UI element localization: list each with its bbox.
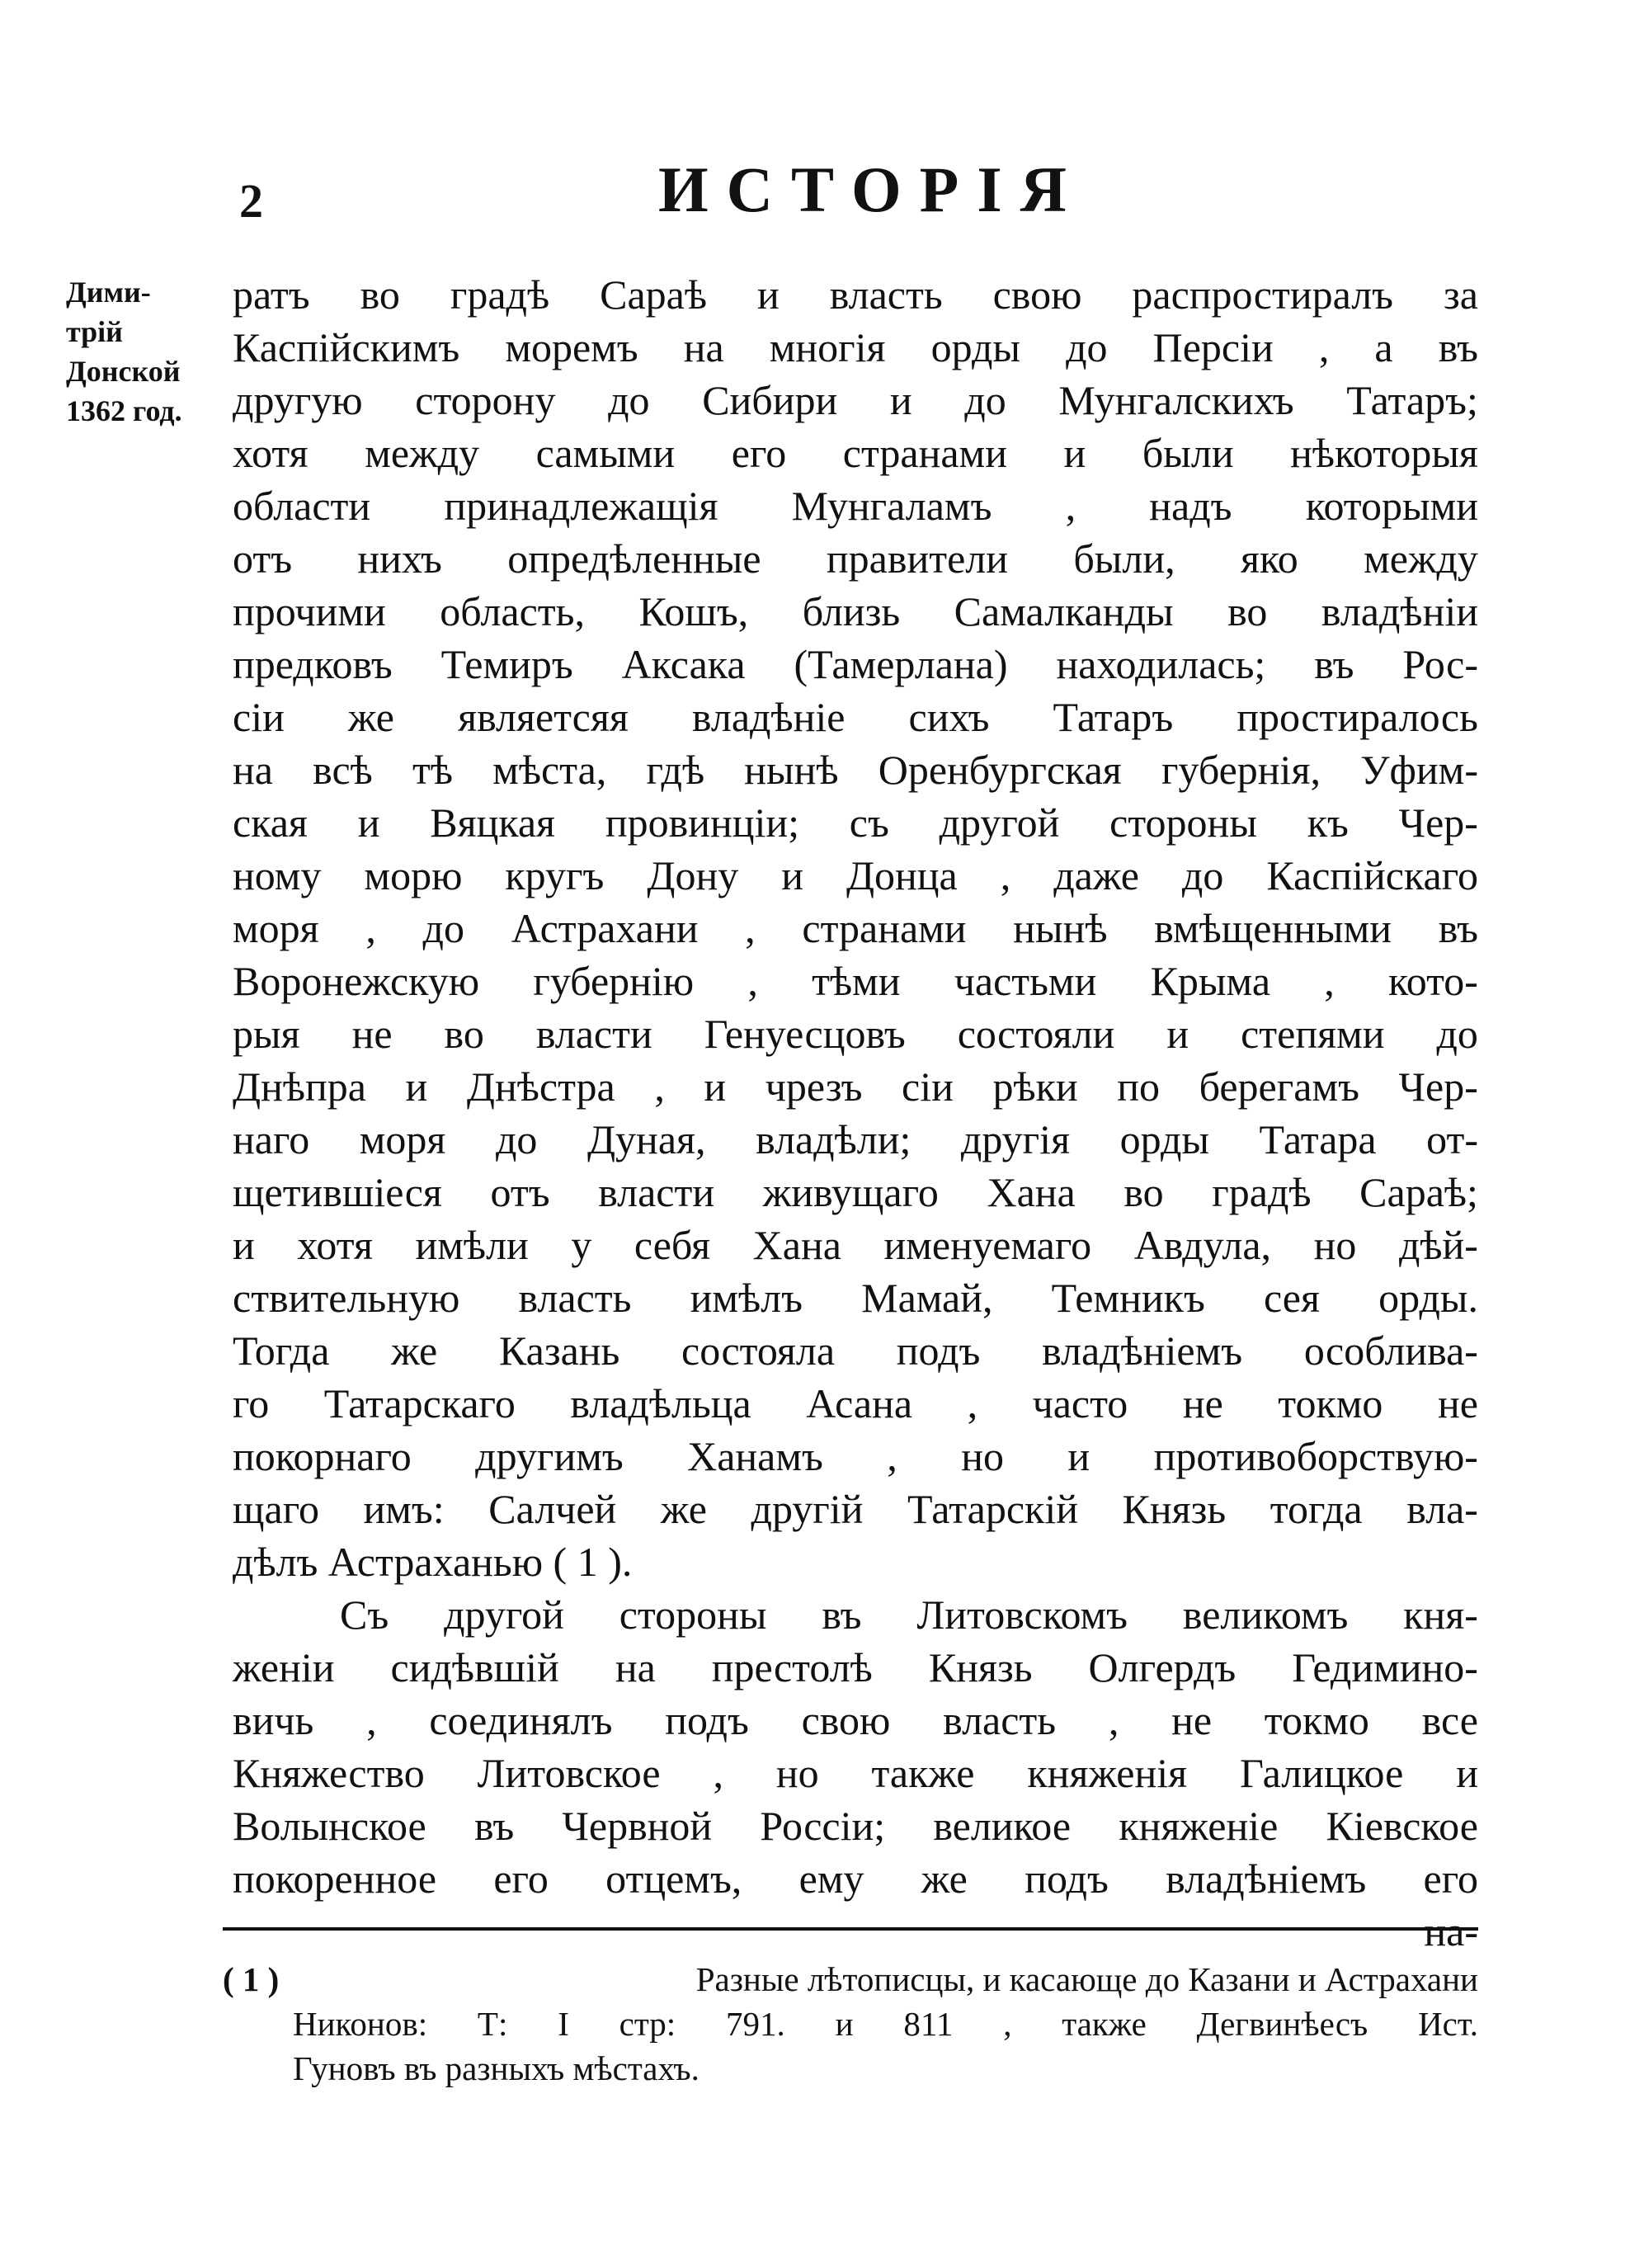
footnote-text: Разные лѣтописцы, и касающе до Казани и Астрахани xyxy=(695,1960,1478,1998)
text-line: сіи же являетсяя владѣніе сихъ Татаръ простиралось xyxy=(233,694,1478,740)
footnote xyxy=(223,1957,1478,2091)
text-line: на всѣ тѣ мѣста, гдѣ нынѣ Оренбургская губернія, Уфим- xyxy=(233,747,1478,793)
margin-note xyxy=(66,272,231,431)
text-line: женіи сидѣвшій на престолѣ Князь Олгердъ Гедимино- xyxy=(233,1644,1478,1690)
text-line: Княжество Литовское , но также княженія Галицкое и xyxy=(233,1750,1478,1796)
paragraph-2 xyxy=(233,1588,1478,1958)
margin-note-line: Донской xyxy=(66,355,181,388)
footnote-divider xyxy=(223,1927,1478,1931)
text-line: ствительную власть имѣлъ Мамай, Темникъ сея орды. xyxy=(233,1275,1478,1321)
text-line: рыя не во власти Генуесцовъ состояли и степями до xyxy=(233,1011,1478,1057)
text-line: Воронежскую губернію , тѣми частьми Крыма , кото- xyxy=(233,958,1478,1004)
page-number: 2 xyxy=(239,174,263,228)
text-line: покорнаго другимъ Ханамъ , но и противоборствую- xyxy=(233,1433,1478,1479)
text-line: Волынское въ Червной Россіи; великое княженіе Кіевское xyxy=(233,1803,1478,1849)
footnote-line: Гуновъ въ разныхъ мѣстахъ. xyxy=(293,2049,700,2087)
text-line: области принадлежащія Мунгаламъ , надъ которыми xyxy=(233,483,1478,529)
text-line: го Татарскаго владѣльца Асана , часто не токмо не xyxy=(233,1380,1478,1426)
footnote-marker: ( 1 ) xyxy=(223,1960,280,1998)
text-line: отъ нихъ опредѣленные правители были, яко между xyxy=(233,535,1478,582)
footnote-line xyxy=(223,1957,1478,2002)
paragraph-1 xyxy=(233,268,1478,1588)
text-line: Днѣпра и Днѣстра , и чрезъ сіи рѣки по берегамъ Чер- xyxy=(233,1063,1478,1110)
text-line: ратъ во градѣ Сараѣ и власть свою распростиралъ за xyxy=(233,271,1478,318)
text-line: наго моря до Дуная, владѣли; другія орды Татара от- xyxy=(233,1116,1478,1162)
text-line: Каспійскимъ моремъ на многія орды до Персіи , а въ xyxy=(233,324,1478,370)
text-line: хотя между самыми его странами и были нѣкоторыя xyxy=(233,430,1478,476)
text-line: щаго имъ: Салчей же другій Татарскій Князь тогда вла- xyxy=(233,1486,1478,1532)
text-line: Тогда же Казань состояла подъ владѣніемъ особлива- xyxy=(233,1327,1478,1374)
text-line: дѣлъ Астраханью ( 1 ). xyxy=(233,1539,633,1585)
body-text xyxy=(233,268,1478,1958)
text-line: вичь , соединялъ подъ свою власть , не токмо все xyxy=(233,1697,1478,1743)
text-line: ному морю кругъ Дону и Донца , даже до Каспійскаго xyxy=(233,852,1478,898)
running-title: ИСТОРІЯ xyxy=(658,153,1085,225)
text-line: Съ другой стороны въ Литовскомъ великомъ кня- xyxy=(340,1591,1478,1638)
text-line: покоренное его отцемъ, ему же подъ владѣніемъ его xyxy=(233,1855,1478,1902)
text-line: прочими область, Кошъ, близь Самалканды во владѣніи xyxy=(233,588,1478,634)
footnote-line: Никонов: Т: I стр: 791. и 811 , также Дегвинѣесъ Ист. xyxy=(293,2005,1478,2043)
text-line: предковъ Темиръ Аксака (Тамерлана) находилась; въ Рос- xyxy=(233,641,1478,687)
margin-note-line: трій xyxy=(66,315,123,348)
text-line: моря , до Астрахани , странами нынѣ вмѣщенными въ xyxy=(233,905,1478,951)
margin-note-line: 1362 год. xyxy=(66,394,182,427)
text-line: другую сторону до Сибири и до Мунгалскихъ Татаръ; xyxy=(233,377,1478,423)
text-line: и хотя имѣли у себя Хана именуемаго Авдула, но дѣй- xyxy=(233,1222,1478,1268)
text-line: ская и Вяцкая провинціи; съ другой стороны къ Чер- xyxy=(233,799,1478,846)
margin-note-line: Дими- xyxy=(66,276,151,309)
text-line: щетившіеся отъ власти живущаго Хана во градѣ Сараѣ; xyxy=(233,1169,1478,1215)
page-header xyxy=(0,153,1644,235)
catchword: на- xyxy=(1424,1908,1478,1954)
